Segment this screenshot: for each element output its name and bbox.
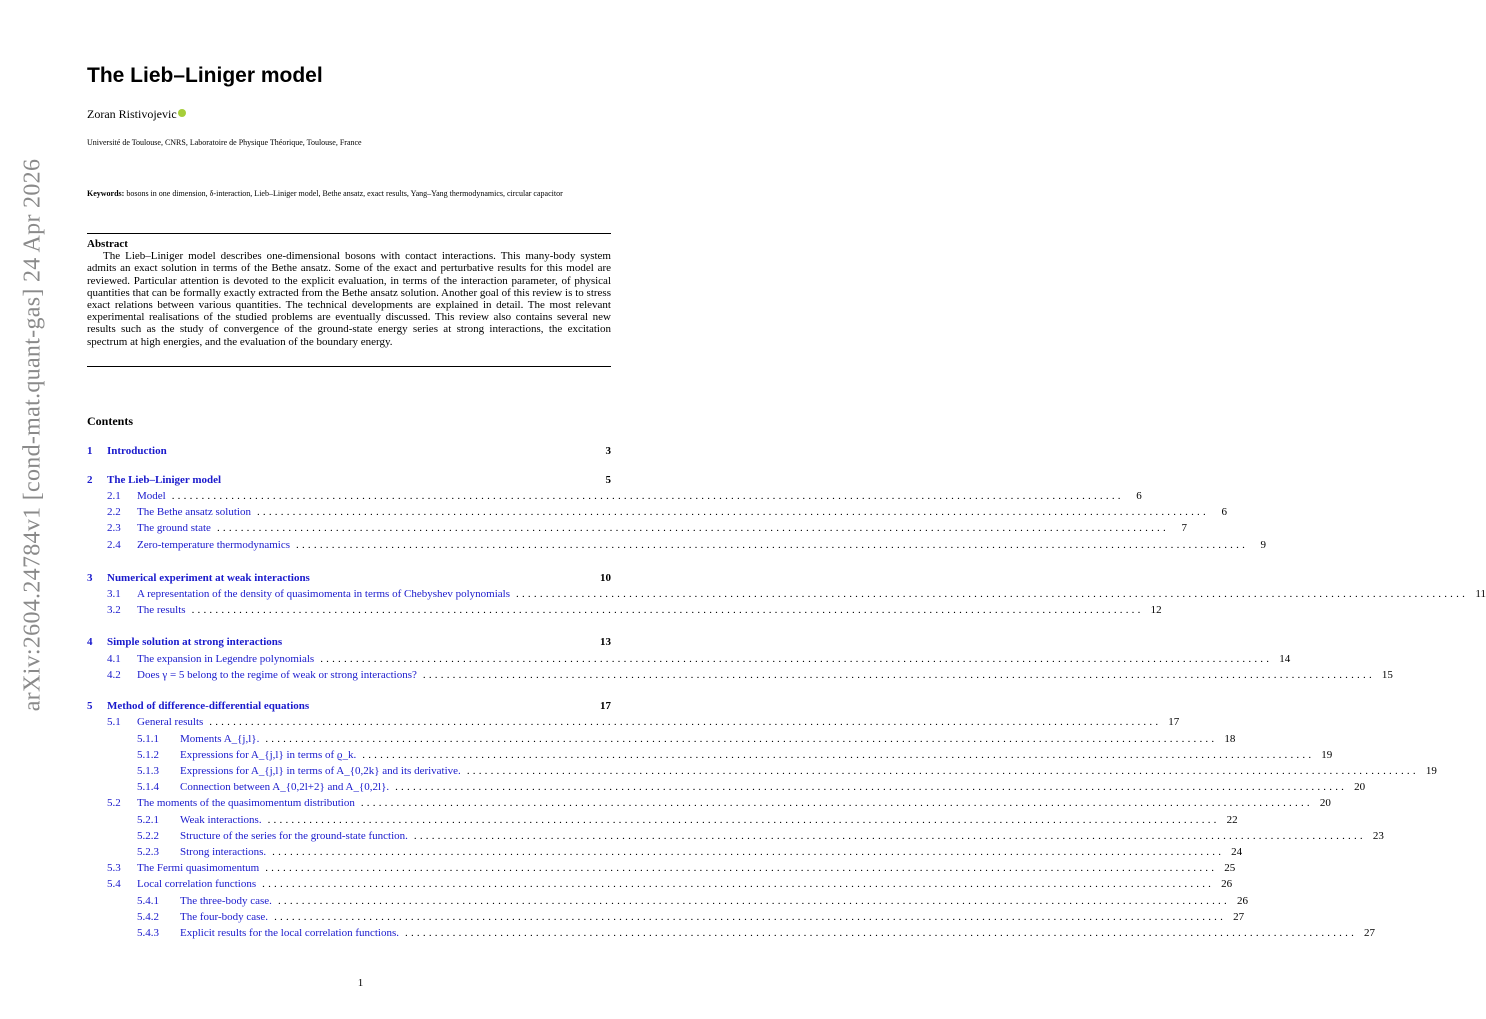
affiliation: Université de Toulouse, CNRS, Laboratoire de Physique Théorique, Toulouse, France (87, 138, 362, 147)
toc-entry-number[interactable]: 5.4.2 (137, 911, 159, 923)
toc-entry-number[interactable]: 4.2 (107, 669, 121, 681)
toc-entry-number[interactable]: 5.3 (107, 862, 121, 874)
toc-entry-page: 9 (1260, 539, 1267, 551)
toc-entry-title[interactable]: Local correlation functions (137, 878, 257, 890)
toc-entry-number[interactable]: 5.1 (107, 716, 121, 728)
toc-dot-leader: ................................................................................................................................................................ (267, 814, 1220, 826)
toc-entry-title[interactable]: A representation of the density of quasimomenta in terms of Chebyshev polynomials (137, 588, 511, 600)
toc-entry-number[interactable]: 2.2 (107, 506, 121, 518)
page-number: 1 (357, 977, 364, 989)
toc-dot-leader: ................................................................................................................................................................ (362, 749, 1315, 761)
toc-entry-number[interactable]: 5.2 (107, 797, 121, 809)
author-line (87, 107, 186, 122)
toc-entry[interactable] (87, 716, 1180, 730)
arxiv-identifier: arXiv:2604.24784v1 [cond-mat.quant-gas] 24 Apr 2026 (19, 158, 46, 712)
toc-dot-leader: ................................................................................................................................................................ (265, 862, 1218, 874)
toc-dot-leader: ................................................................................................................................................................ (277, 895, 1230, 907)
toc-entry-number[interactable]: 5.4.3 (137, 927, 159, 939)
toc-entry[interactable] (87, 846, 1243, 860)
toc-entry-title[interactable]: The moments of the quasimomentum distribution (137, 797, 355, 809)
toc-entry-page: 5 (605, 474, 611, 486)
toc-dot-leader: ................................................................................................................................................................ (171, 490, 1124, 502)
toc-entry-number[interactable]: 5.1.1 (137, 733, 159, 745)
toc-dot-leader: ................................................................................................................................................................ (216, 522, 1169, 534)
toc-entry-number[interactable]: 5.2.3 (137, 846, 159, 858)
toc-entry[interactable] (87, 781, 1366, 795)
toc-entry-number[interactable]: 5.2.2 (137, 830, 159, 842)
toc-entry-page: 15 (1381, 669, 1393, 681)
toc-entry-number[interactable]: 4.1 (107, 653, 121, 665)
toc-entry-page: 17 (600, 700, 611, 712)
abstract-bottom-rule (87, 366, 611, 367)
toc-entry-title[interactable]: Weak interactions. (180, 814, 262, 826)
toc-entry-number[interactable]: 2.3 (107, 522, 121, 534)
toc-entry-number[interactable]: 2.4 (107, 539, 121, 551)
toc-entry[interactable] (87, 862, 1236, 876)
toc-entry-title[interactable]: Method of difference-differential equations (107, 700, 310, 712)
toc-entry-title[interactable]: Moments A_{j,l}. (180, 733, 260, 745)
toc-dot-leader: ................................................................................................................................................................ (413, 830, 1366, 842)
toc-dot-leader: ................................................................................................................................................................ (422, 669, 1375, 681)
toc-entry-title[interactable]: The four-body case. (180, 911, 269, 923)
toc-entry-page: 7 (1181, 522, 1187, 534)
keywords-block (87, 187, 627, 200)
toc-entry[interactable] (87, 669, 1393, 683)
toc-entry-title[interactable]: Introduction (107, 445, 167, 457)
toc-entry-number[interactable]: 3.2 (107, 604, 121, 616)
toc-entry-page: 19 (1425, 765, 1437, 777)
toc-entry[interactable] (87, 927, 1376, 941)
toc-entry-title[interactable]: The results (137, 604, 186, 616)
toc-entry[interactable] (87, 636, 611, 650)
toc-dot-leader: ................................................................................................................................................................ (360, 797, 1313, 809)
toc-dot-leader: ................................................................................................................................................................ (256, 506, 1209, 518)
abstract-top-rule (87, 233, 611, 234)
toc-entry-number[interactable]: 5.1.2 (137, 749, 159, 761)
toc-entry-page: 12 (1150, 604, 1162, 616)
toc-entry-page: 3 (605, 445, 611, 457)
toc-entry-title[interactable]: Expressions for A_{j,l} in terms of A_{0,2k} and its derivative. (180, 765, 461, 777)
toc-dot-leader: ................................................................................................................................................................ (191, 604, 1144, 616)
toc-entry-title[interactable]: Connection between A_{0,2l+2} and A_{0,2l}. (180, 781, 390, 793)
toc-entry-page: 23 (1372, 830, 1384, 842)
toc-entry-page: 27 (1364, 927, 1376, 939)
toc-entry-title[interactable]: Explicit results for the local correlation functions. (180, 927, 400, 939)
toc-dot-leader: ................................................................................................................................................................ (466, 765, 1419, 777)
keywords-label: Keywords: (87, 189, 125, 198)
toc-entry[interactable] (87, 895, 1248, 909)
toc-entry-page: 17 (1168, 716, 1180, 728)
toc-entry-number[interactable]: 3 (87, 572, 93, 584)
toc-entry-number[interactable]: 5.4.1 (137, 895, 159, 907)
toc-entry[interactable] (87, 814, 1238, 828)
toc-entry-number[interactable]: 4 (87, 636, 93, 648)
toc-entry-title[interactable]: The expansion in Legendre polynomials (137, 653, 315, 665)
toc-entry-page: 26 (1221, 878, 1233, 890)
orcid-icon[interactable] (178, 109, 186, 117)
toc-entry-page: 27 (1233, 911, 1245, 923)
toc-dot-leader: ................................................................................................................................................................ (272, 846, 1225, 858)
toc-entry-number[interactable]: 5.2.1 (137, 814, 159, 826)
toc-entry[interactable] (87, 878, 1233, 892)
toc-entry[interactable] (87, 700, 611, 714)
toc-dot-leader: ................................................................................................................................................................ (274, 911, 1227, 923)
toc-entry-title[interactable]: The Fermi quasimomentum (137, 862, 260, 874)
toc-entry-page: 18 (1224, 733, 1236, 745)
toc-entry[interactable] (87, 765, 1437, 779)
toc-dot-leader: ................................................................................................................................................................ (516, 588, 1469, 600)
toc-entry[interactable] (87, 830, 1384, 844)
toc-entry-title[interactable]: Does γ = 5 belong to the regime of weak or strong interactions? (137, 669, 417, 681)
toc-entry-number[interactable]: 5.1.4 (137, 781, 159, 793)
abstract-block (87, 238, 611, 348)
toc-entry-page: 6 (1221, 506, 1227, 518)
toc-entry-page: 20 (1319, 797, 1331, 809)
toc-entry-title[interactable]: Model (137, 490, 166, 502)
toc-entry[interactable] (87, 749, 1333, 763)
toc-dot-leader: ................................................................................................................................................................ (265, 733, 1218, 745)
keywords-text: bosons in one dimension, δ-interaction, Lieb–Liniger model, Bethe ansatz, exact results, Yang–Yang thermodynamics, circular capacitor (124, 189, 563, 198)
toc-entry-title[interactable]: Expressions for A_{j,l} in terms of ϱ_k. (180, 749, 357, 761)
abstract-text: The Lieb–Liniger model describes one-dimensional bosons with contact interactions. This many-body system admits an exact solution in terms of the Bethe ansatz. Some of the exact and perturbative results for this model are reviewed. Particular attention is devoted to the explicit evaluation, in terms of the interaction parameter, of physical quantities that can be formally exactly extracted from the Bethe ansatz solution. Another goal of this review is to stress exact relations between various quantities. The technical developments are explained in detail. The most relevant experimental realisations of the studied problems are eventually discussed. This review also contains several new results such as the study of convergence of the ground-state energy series at strong interactions, the excitation spectrum at high energies, and the evaluation of the boundary energy. (87, 250, 611, 348)
author-name[interactable]: Zoran Ristivojevic (87, 107, 177, 121)
toc-entry-title[interactable]: The three-body case. (180, 895, 272, 907)
toc-entry-number[interactable]: 1 (87, 445, 93, 457)
toc-entry-number[interactable]: 5 (87, 700, 93, 712)
toc-entry-page: 24 (1231, 846, 1243, 858)
arxiv-side-stamp (8, 158, 58, 712)
toc-dot-leader: ................................................................................................................................................................ (320, 653, 1273, 665)
toc-entry-number[interactable]: 3.1 (107, 588, 121, 600)
toc-entry-page: 19 (1321, 749, 1333, 761)
toc-entry-page: 22 (1226, 814, 1238, 826)
toc-entry-page: 6 (1136, 490, 1142, 502)
toc-entry-title[interactable]: Strong interactions. (180, 846, 267, 858)
toc-entry[interactable] (87, 490, 1142, 504)
toc-dot-leader: ................................................................................................................................................................ (395, 781, 1348, 793)
toc-entry-page: 20 (1354, 781, 1366, 793)
toc-entry-title[interactable]: The Lieb–Liniger model (107, 474, 222, 486)
toc-dot-leader: ................................................................................................................................................................ (405, 927, 1358, 939)
toc-entry-number[interactable]: 2 (87, 474, 93, 486)
toc-entry-page: 25 (1224, 862, 1236, 874)
toc-entry-title[interactable]: The ground state (137, 522, 211, 534)
toc-dot-leader: ................................................................................................................................................................ (262, 878, 1215, 890)
toc-entry-number[interactable]: 5.4 (107, 878, 121, 890)
toc-entry[interactable] (87, 474, 611, 488)
toc-entry[interactable] (87, 445, 611, 459)
toc-entry-title[interactable]: Zero-temperature thermodynamics (137, 539, 291, 551)
toc-entry[interactable] (87, 506, 1227, 520)
toc-dot-leader: ................................................................................................................................................................ (296, 539, 1249, 551)
toc-entry-title[interactable]: The Bethe ansatz solution (137, 506, 251, 518)
toc-entry-title[interactable]: Numerical experiment at weak interactions (107, 572, 310, 584)
toc-entry-page: 10 (600, 572, 611, 584)
toc-entry[interactable] (87, 797, 1331, 811)
toc-entry[interactable] (87, 522, 1187, 536)
toc-entry-page: 11 (1475, 588, 1486, 600)
toc-entry-page: 26 (1236, 895, 1248, 907)
toc-entry[interactable] (87, 911, 1245, 925)
toc-entry[interactable] (87, 572, 611, 586)
abstract-heading: Abstract (87, 238, 128, 250)
paper-title: The Lieb–Liniger model (87, 64, 323, 87)
toc-entry[interactable] (87, 733, 1236, 747)
toc-entry[interactable] (87, 539, 1267, 553)
toc-entry[interactable] (87, 588, 1486, 602)
toc-entry[interactable] (87, 653, 1291, 667)
toc-entry-title[interactable]: Structure of the series for the ground-state function. (180, 830, 408, 842)
toc-dot-leader: ................................................................................................................................................................ (209, 716, 1162, 728)
toc-entry-number[interactable]: 2.1 (107, 490, 121, 502)
toc-entry-page: 13 (600, 636, 611, 648)
toc-entry[interactable] (87, 604, 1162, 618)
toc-entry-title[interactable]: General results (137, 716, 204, 728)
toc-entry-title[interactable]: Simple solution at strong interactions (107, 636, 283, 648)
contents-heading: Contents (87, 414, 134, 428)
toc-entry-number[interactable]: 5.1.3 (137, 765, 159, 777)
toc-entry-page: 14 (1279, 653, 1291, 665)
